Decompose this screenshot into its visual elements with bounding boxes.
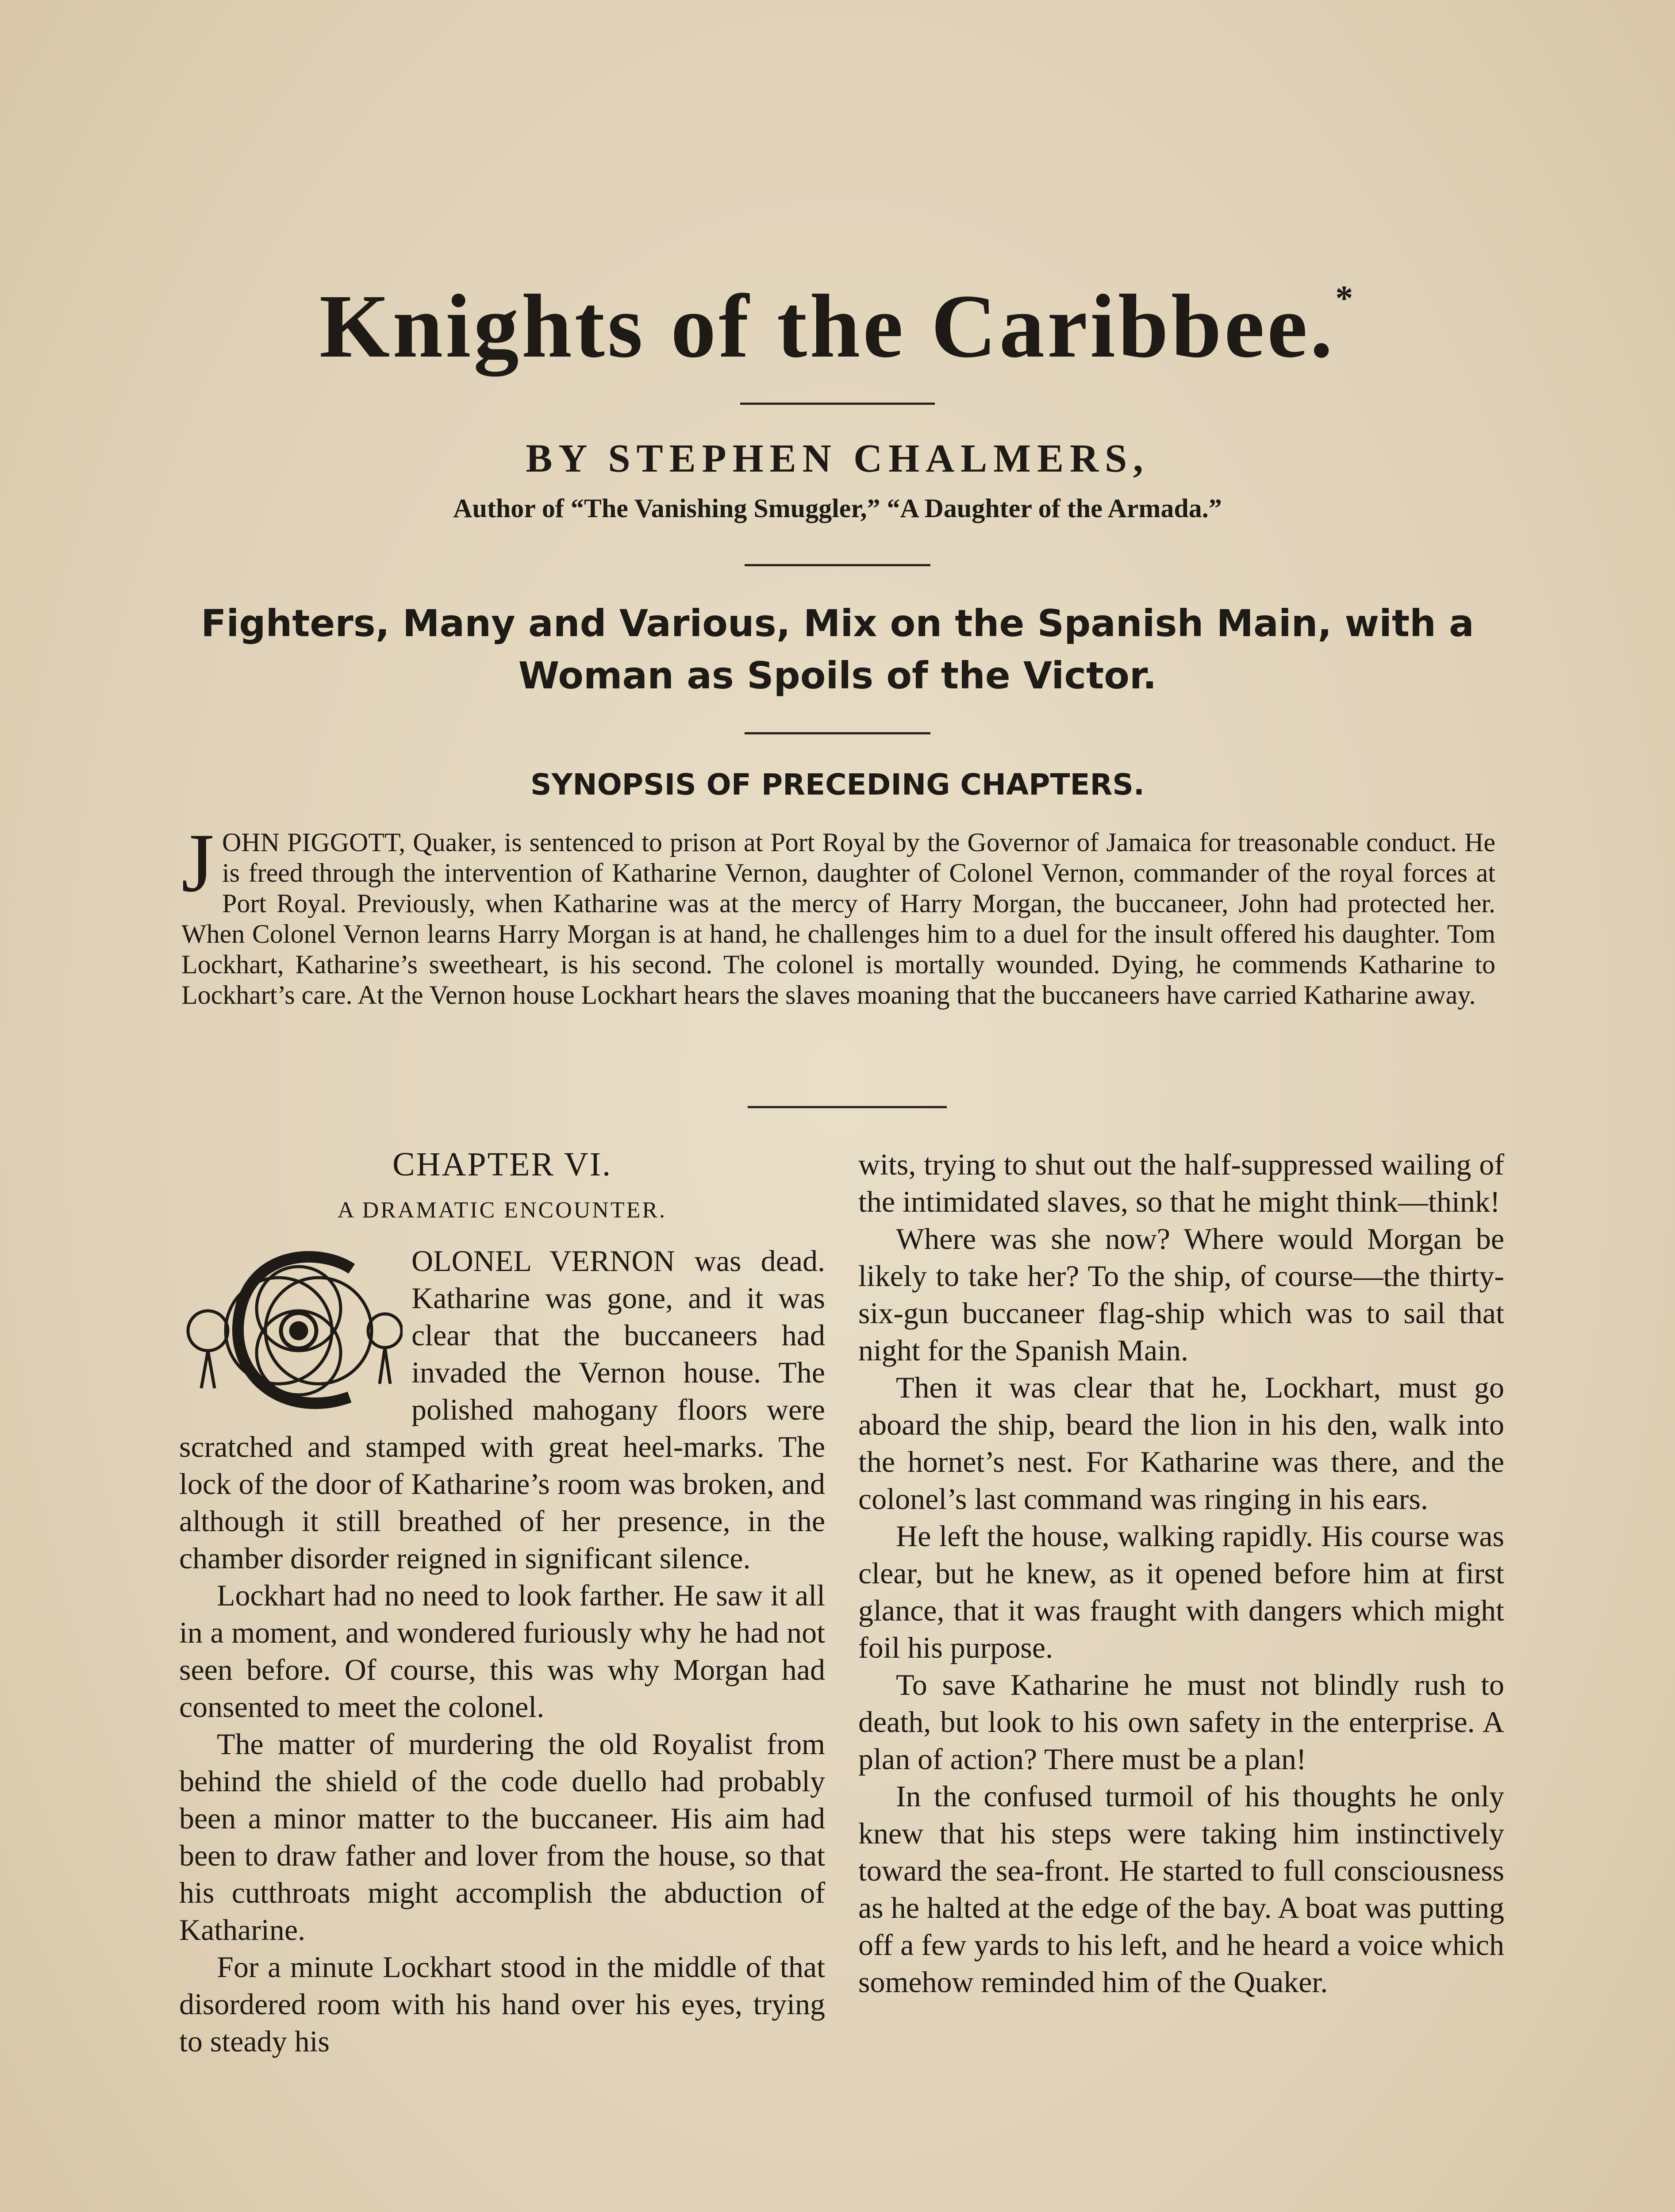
story-title-text: Knights of the Caribbee. [319,276,1336,376]
divider-rule [748,1106,947,1108]
synopsis-heading: SYNOPSIS OF PRECEDING CHAPTERS. [530,768,1145,802]
author-note: Author of “The Vanishing Smuggler,” “A Daughter of the Armada.” [453,494,1222,523]
byline: BY STEPHEN CHALMERS, [526,437,1149,480]
right-column [858,1146,1504,2001]
story-subtitle: Fighters, Many and Various, Mix on the Spanish Main, with a Woman as Spoils of the Victor. [201,602,1474,697]
divider-rule [745,732,930,734]
story-title [0,274,1675,379]
paragraph: OLONEL VERNON was dead. Katharine was gone, and it was clear that the buccaneers had invaded the Vernon house. The polished mahogany floors were scratched and stamped with great heel-marks. The lock of the door of Katharine’s room was broken, and although it still breathed of her presence, in the chamber disorder reigned in significant silence. [179,1244,825,1575]
paragraph: Then it was clear that he, Lockhart, must go aboard the ship, beard the lion in his den, walk into the hornet’s nest. For Katharine was there, and the colonel’s last command was ringing in his ears. [858,1371,1504,1516]
paragraph: wits, trying to shut out the half-suppressed wailing of the intimidated slaves, so that he might think—think! [858,1148,1504,1218]
paragraph: The matter of murdering the old Royalist from behind the shield of the code duello had probably been a minor matter to the buccaneer. His aim had been to draw father and lover from the house, so that his cutthroats might accomplish the abduction of Katharine. [179,1727,825,1947]
synopsis-body: OHN PIGGOTT, Quaker, is sentenced to prison at Port Royal by the Governor of Jamaica for treasonable conduct. He is freed through the intervention of Katharine Vernon, daughter of Colonel Vernon, commander of the royal forces at Port Royal. Previously, when Katharine was at the mercy of Harry Morgan, the buccaneer, John had protected her. When Colonel Vernon learns Harry Morgan is at hand, he challenges him to a duel for the insult offered his daughter. Tom Lockhart, Katharine’s sweetheart, is his second. The colonel is mortally wounded. Dying, he commends Katharine to Lockhart’s care. At the Vernon house Lockhart hears the slaves moaning that the buccaneers have carried Katharine away. [181,828,1495,1010]
divider-rule [745,564,930,566]
paragraph: To save Katharine he must not blindly rush to death, but look to his own safety in the enterprise. A plan of action? There must be a plan! [858,1668,1504,1776]
paragraph: For a minute Lockhart stood in the middle of that disordered room with his hand over his eyes, trying to steady his [179,1950,825,2058]
synopsis-drop-letter: J [181,817,214,910]
chapter-number: CHAPTER VI. [392,1146,612,1183]
paragraph: He left the house, walking rapidly. His course was clear, but he knew, as it opened before him at first glance, that it was fraught with dangers which might foil his purpose. [858,1519,1504,1664]
paragraph: In the confused turmoil of his thoughts he only knew that his steps were taking him instinctively toward the sea-front. He started to full consciousness as he halted at the edge of the bay. A boat was putting off a few yards to his left, and he heard a voice which somehow reminded him of the Quaker. [858,1779,1504,1999]
paragraph: Lockhart had no need to look farther. He saw it all in a moment, and wondered furiously why he had not seen before. Of course, this was why Morgan had consented to meet the colonel. [179,1578,825,1724]
divider-rule [740,403,935,405]
ornamental-initial-c-svg [177,1242,403,1428]
chapter-subtitle: A DRAMATIC ENCOUNTER. [337,1198,667,1223]
ornamental-initial-c-icon [177,1242,403,1428]
left-column [179,1146,825,2060]
title-footnote-mark: * [1335,279,1356,318]
paragraph: Where was she now? Where would Morgan be likely to take her? To the ship, of course—the thirty-six-gun buccaneer flag-ship which was to sail that night for the Spanish Main. [858,1222,1504,1367]
synopsis-text [181,817,1495,1010]
